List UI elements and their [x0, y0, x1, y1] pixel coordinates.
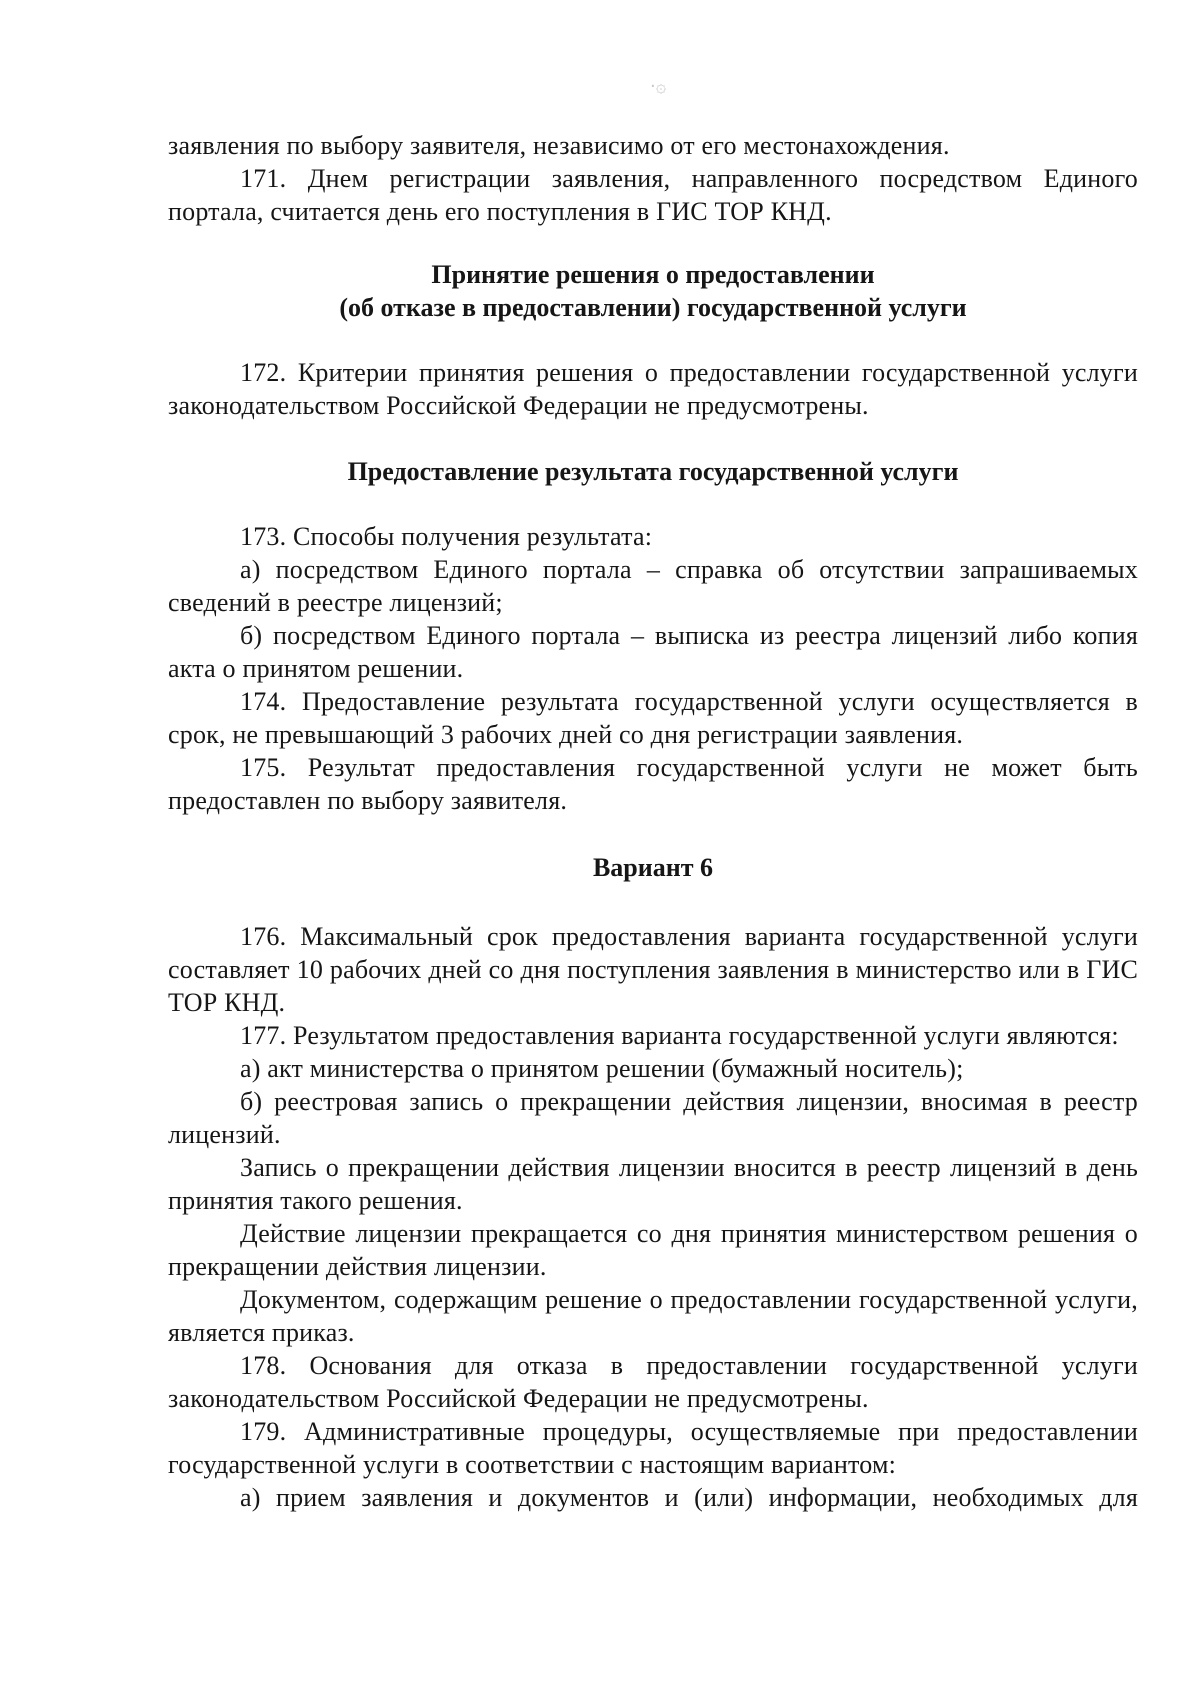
paragraph-177b: б) реестровая запись о прекращении действия лицензии, вносимая в реестр лицензий.	[168, 1087, 1138, 1149]
paragraph-178: 178. Основания для отказа в предоставлении государственной услуги законодательством Российской Федерации не предусмотрены.	[168, 1351, 1138, 1413]
paragraph-173a: а) посредством Единого портала – справка об отсутствии запрашиваемых сведений в реестре лицензий;	[168, 555, 1138, 617]
paragraph-179: 179. Административные процедуры, осуществляемые при предоставлении государственной услуги в соответствии с настоящим вариантом:	[168, 1417, 1138, 1479]
paragraph-179a: а) прием заявления и документов и (или) информации, необходимых для	[240, 1483, 1138, 1512]
heading-decision-line2: (об отказе в предоставлении) государственной услуги	[339, 293, 967, 322]
paragraph-172: 172. Критерии принятия решения о предоставлении государственной услуги законодательством Российской Федерации не предусмотрены.	[168, 358, 1138, 420]
heading-result: Предоставление результата государственной услуги	[347, 457, 959, 486]
paragraph-175: 175. Результат предоставления государственной услуги не может быть предоставлен по выбору заявителя.	[168, 753, 1138, 815]
paragraph-177: 177. Результатом предоставления варианта государственной услуги являются:	[240, 1021, 1119, 1050]
paragraph-173b: б) посредством Единого портала – выписка из реестра лицензий либо копия акта о принятом решении.	[168, 621, 1138, 683]
heading-decision-line1: Принятие решения о предоставлении	[431, 260, 875, 289]
paragraph-171: 171. Днем регистрации заявления, направленного посредством Единого портала, считается день его поступления в ГИС ТОР КНД.	[168, 164, 1138, 226]
paragraph-176: 176. Максимальный срок предоставления варианта государственной услуги составляет 10 рабочих дней со дня поступления заявления в министерство или в ГИС ТОР КНД.	[168, 922, 1138, 1017]
paragraph-173: 173. Способы получения результата:	[240, 522, 653, 551]
paragraph-177e: Документом, содержащим решение о предоставлении государственной услуги, является приказ.	[168, 1285, 1138, 1347]
paragraph-continuation: заявления по выбору заявителя, независимо от его местонахождения.	[168, 131, 950, 160]
paragraph-177a: а) акт министерства о принятом решении (бумажный носитель);	[240, 1054, 964, 1083]
document-body	[168, 129, 1138, 1514]
page-mark: ·۞	[650, 76, 667, 97]
heading-variant-6: Вариант 6	[592, 853, 714, 882]
paragraph-177c: Запись о прекращении действия лицензии вносится в реестр лицензий в день принятия такого решения.	[168, 1153, 1138, 1215]
paragraph-177d: Действие лицензии прекращается со дня принятия министерством решения о прекращении действия лицензии.	[168, 1219, 1138, 1281]
paragraph-174: 174. Предоставление результата государственной услуги осуществляется в срок, не превышающий 3 рабочих дней со дня регистрации заявления.	[168, 687, 1138, 749]
